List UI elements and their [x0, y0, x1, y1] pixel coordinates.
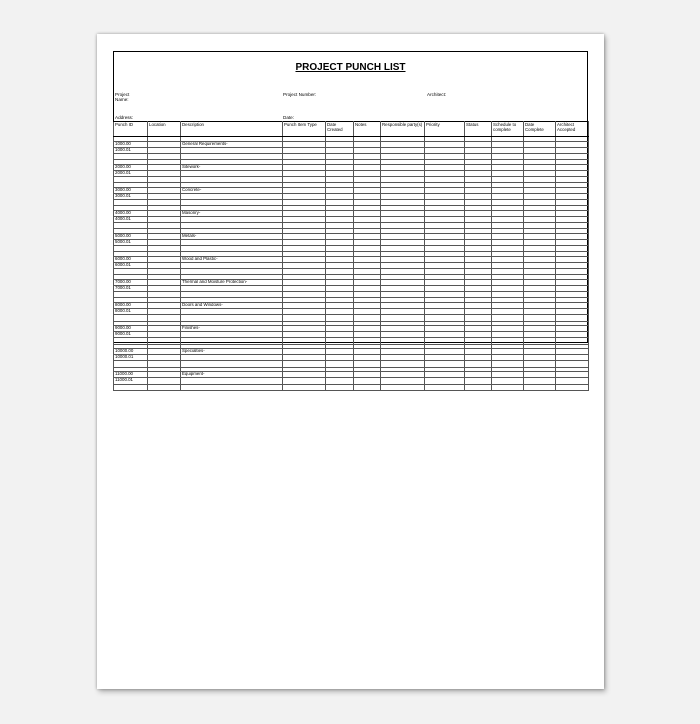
description-cell[interactable]: Metals-	[181, 233, 283, 239]
document-page	[97, 34, 604, 689]
punch-id-cell[interactable]: 8000.00	[114, 302, 148, 308]
punch-id-cell[interactable]: 11000.01	[114, 378, 148, 384]
address-label: Address:	[115, 115, 134, 120]
punch-id-cell[interactable]: 10000.00	[114, 349, 148, 355]
punch-list-table	[113, 121, 589, 391]
punch-id-cell[interactable]: 9000.01	[114, 332, 148, 338]
table-header-row	[114, 122, 589, 137]
description-cell[interactable]: Doors and Windows-	[181, 302, 283, 308]
column-header: Location	[148, 122, 181, 137]
punch-id-cell[interactable]: 7000.01	[114, 286, 148, 292]
column-header: Responsible party(s)	[381, 122, 425, 137]
punch-id-cell[interactable]: 2000.01	[114, 170, 148, 176]
project-number-label: Project Number:	[283, 92, 317, 97]
column-header: Date Created	[326, 122, 354, 137]
table-cell[interactable]	[114, 384, 148, 390]
description-cell[interactable]: Specialties-	[181, 349, 283, 355]
table-cell[interactable]	[492, 384, 524, 390]
table-cell[interactable]	[465, 384, 492, 390]
table-cell[interactable]	[148, 384, 181, 390]
table-cell[interactable]	[425, 384, 465, 390]
description-cell[interactable]: Sitework-	[181, 164, 283, 170]
table-cell[interactable]	[381, 384, 425, 390]
punch-id-cell[interactable]: 4000.00	[114, 210, 148, 216]
column-header: Schedule to complete	[492, 122, 524, 137]
punch-list-sheet	[113, 51, 588, 383]
column-header: Priority	[425, 122, 465, 137]
punch-id-cell[interactable]: 2000.00	[114, 164, 148, 170]
punch-id-cell[interactable]: 10000.01	[114, 355, 148, 361]
punch-id-cell[interactable]: 6000.01	[114, 263, 148, 269]
column-header: Punch Item Type	[283, 122, 326, 137]
table-cell[interactable]	[181, 384, 283, 390]
table-cell[interactable]	[326, 384, 354, 390]
architect-label: Architect:	[427, 92, 447, 97]
date-label: Date:	[283, 115, 294, 120]
description-cell[interactable]: Equipment-	[181, 372, 283, 378]
punch-id-cell[interactable]: 9000.00	[114, 326, 148, 332]
description-cell[interactable]: Masonry-	[181, 210, 283, 216]
description-cell[interactable]: Finishes-	[181, 326, 283, 332]
punch-id-cell[interactable]: 3000.00	[114, 187, 148, 193]
punch-id-cell[interactable]: 1000.00	[114, 141, 148, 147]
punch-id-cell[interactable]: 4000.01	[114, 216, 148, 222]
description-cell[interactable]: Thermal and Moisture Protection-	[181, 279, 283, 285]
column-header: Status	[465, 122, 492, 137]
punch-id-cell[interactable]: 5000.01	[114, 239, 148, 245]
column-header: Notes	[354, 122, 381, 137]
description-cell[interactable]: Concrete-	[181, 187, 283, 193]
punch-id-cell[interactable]: 7000.00	[114, 279, 148, 285]
punch-id-cell[interactable]: 6000.00	[114, 256, 148, 262]
description-cell[interactable]: General Requirements-	[181, 141, 283, 147]
punch-id-cell[interactable]: 3000.01	[114, 193, 148, 199]
table-cell[interactable]	[283, 384, 326, 390]
description-cell[interactable]: Wood and Plastic-	[181, 256, 283, 262]
punch-id-cell[interactable]: 11000.00	[114, 372, 148, 378]
table-cell[interactable]	[524, 384, 556, 390]
column-header: Punch ID	[114, 122, 148, 137]
table-cell[interactable]	[556, 384, 589, 390]
punch-id-cell[interactable]: 8000.01	[114, 309, 148, 315]
punch-id-cell[interactable]: 5000.00	[114, 233, 148, 239]
column-header: Description	[181, 122, 283, 137]
table-cell[interactable]	[354, 384, 381, 390]
document-title: PROJECT PUNCH LIST	[295, 62, 406, 73]
item-row	[114, 384, 589, 390]
punch-id-cell[interactable]: 1000.01	[114, 147, 148, 153]
column-header: Architect Accepted	[556, 122, 589, 137]
column-header: Date Complete	[524, 122, 556, 137]
project-name-label: Project Name:	[115, 92, 130, 103]
